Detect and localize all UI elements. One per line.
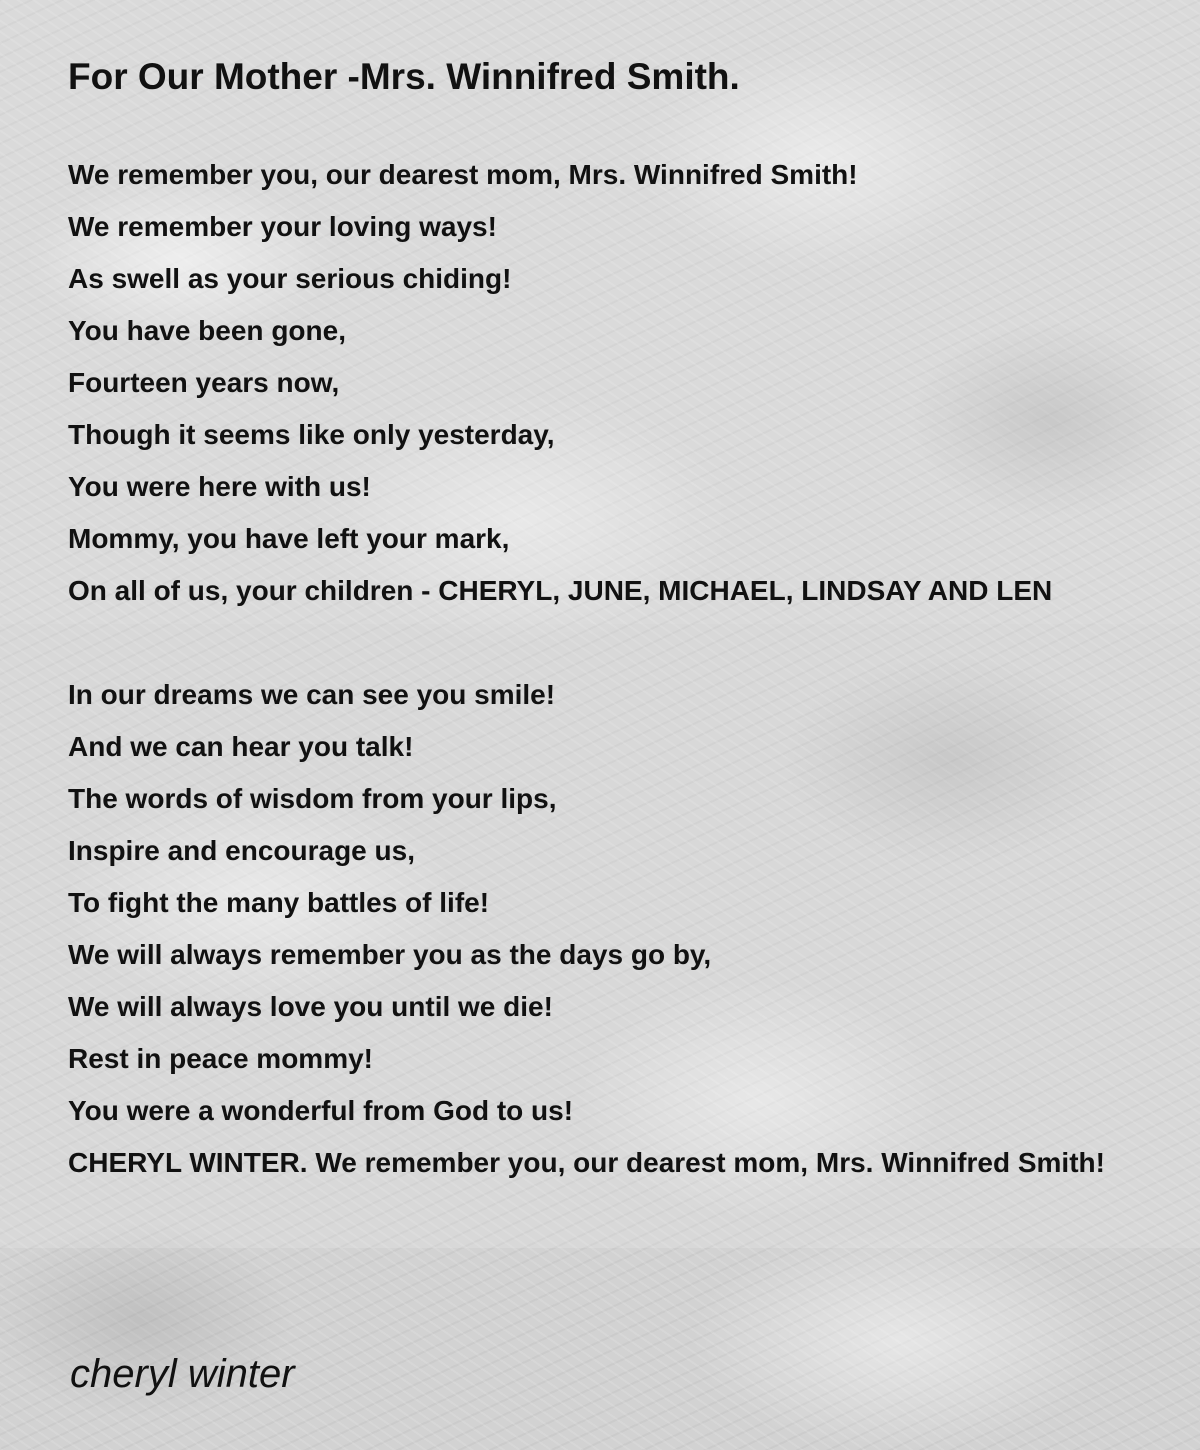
- poem-line: Inspire and encourage us,: [68, 835, 415, 866]
- poem-line: You were a wonderful from God to us!: [68, 1095, 574, 1126]
- poem-author: cheryl winter: [70, 1352, 295, 1396]
- poem-line: You were here with us!: [68, 471, 371, 502]
- poem-stanza-1: [68, 149, 1200, 617]
- poem-line: We remember your loving ways!: [68, 211, 497, 242]
- poem-line: As swell as your serious chiding!: [68, 263, 512, 294]
- poem-line: The words of wisdom from your lips,: [68, 783, 557, 814]
- poem-line: You have been gone,: [68, 315, 346, 346]
- poem-line: Fourteen years now,: [68, 367, 340, 398]
- poem-line: And we can hear you talk!: [68, 731, 414, 762]
- poem-line: Mommy, you have left your mark,: [68, 523, 510, 554]
- poem-line: CHERYL WINTER. We remember you, our dearest mom, Mrs. Winnifred Smith!: [68, 1147, 1105, 1178]
- poem-line: We remember you, our dearest mom, Mrs. Winnifred Smith!: [68, 159, 858, 190]
- poem-title: For Our Mother -Mrs. Winnifred Smith.: [68, 56, 740, 97]
- poem-line: To fight the many battles of life!: [68, 887, 490, 918]
- poem-line: Though it seems like only yesterday,: [68, 419, 555, 450]
- poem-line: On all of us, your children - CHERYL, JUNE, MICHAEL, LINDSAY AND LEN: [68, 575, 1053, 606]
- poem-stanza-2: [68, 669, 1178, 1189]
- poem-line: We will always love you until we die!: [68, 991, 553, 1022]
- poem-line: Rest in peace mommy!: [68, 1043, 373, 1074]
- poem-line: We will always remember you as the days go by,: [68, 939, 712, 970]
- poem-line: In our dreams we can see you smile!: [68, 679, 556, 710]
